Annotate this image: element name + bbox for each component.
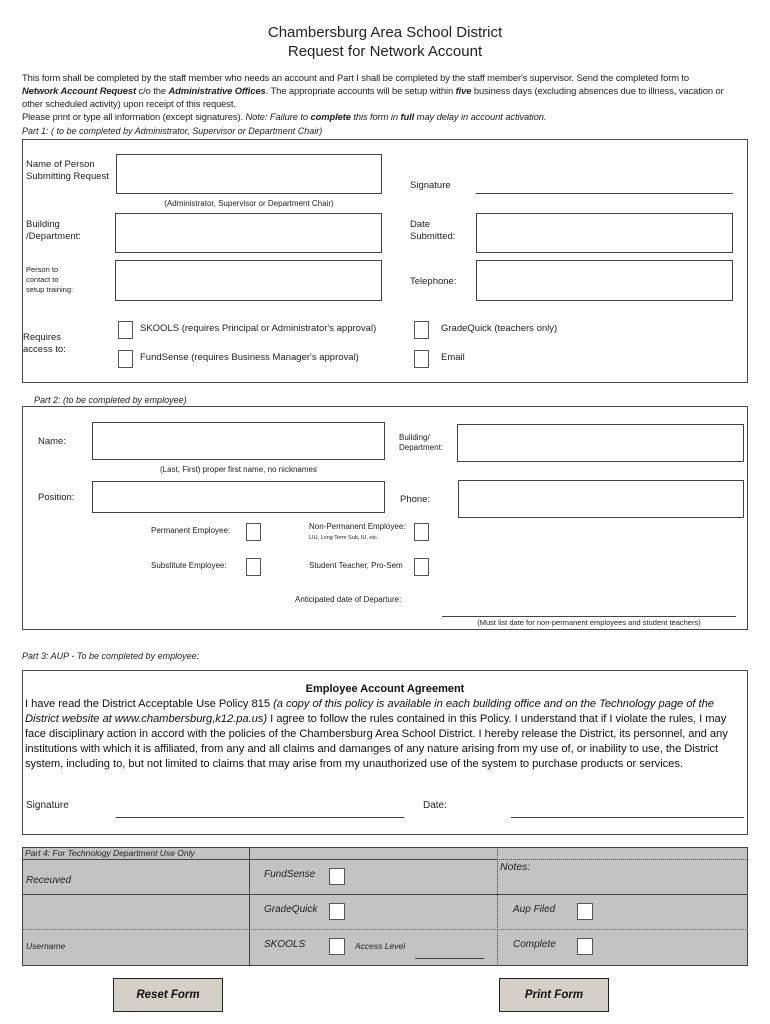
part3-label: Part 3: AUP - To be completed by employee:: [22, 651, 200, 661]
received-label: Receuved: [26, 875, 72, 886]
username-label: Username: [26, 941, 66, 951]
nonpermanent-employee-checkbox[interactable]: [414, 523, 429, 541]
fundsense-label: FundSense (requires Business Manager's approval): [140, 352, 359, 363]
complete-checkbox[interactable]: [577, 938, 593, 955]
fundsense-checkbox[interactable]: [118, 350, 133, 368]
date-submitted-input[interactable]: [476, 213, 733, 253]
email-checkbox[interactable]: [414, 350, 429, 368]
substitute-employee-checkbox[interactable]: [246, 558, 261, 576]
access-level-line[interactable]: [415, 958, 484, 959]
phone-label: Phone:: [400, 494, 431, 505]
access-level-label: Access Level: [355, 941, 406, 951]
part1-label: Part 1: ( to be completed by Administrator, Supervisor or Department Chair): [22, 126, 323, 136]
date-submitted-label: Date Submitted:: [410, 219, 456, 242]
employee-name-label: Name:: [38, 436, 66, 447]
part1-building-input[interactable]: [115, 213, 382, 253]
departure-date-hint: (Must list date for non-permanent employees and student teachers): [477, 618, 701, 627]
employee-building-input[interactable]: [457, 424, 744, 462]
part4-header-divider: [22, 859, 496, 860]
part4-col-divider-2: [497, 847, 498, 966]
departure-date-line[interactable]: [442, 616, 736, 617]
part4-col-divider-1: [249, 847, 250, 966]
skools-tech-checkbox[interactable]: [329, 938, 345, 955]
position-input[interactable]: [92, 481, 385, 513]
employee-building-label: Building/ Department:: [399, 433, 444, 452]
gradequick-tech-label: GradeQuick: [264, 904, 318, 915]
part1-name-label: Name of Person Submitting Request: [26, 159, 109, 182]
print-form-button[interactable]: Print Form: [499, 978, 609, 1012]
intro-line-3: other scheduled activity) upon receipt of this request.: [22, 98, 236, 109]
aup-filed-label: Aup Filed: [513, 904, 556, 915]
org-title: Chambersburg Area School District: [267, 24, 503, 41]
reset-form-button[interactable]: Reset Form: [113, 978, 223, 1012]
contact-person-input[interactable]: [115, 260, 382, 301]
fundsense-tech-checkbox[interactable]: [329, 868, 345, 885]
aup-filed-checkbox[interactable]: [577, 903, 593, 920]
gradequick-checkbox[interactable]: [414, 321, 429, 339]
agreement-signature-line[interactable]: [116, 817, 404, 818]
complete-label: Complete: [513, 939, 556, 950]
permanent-employee-label: Permanent Employee:: [151, 526, 231, 535]
telephone-input[interactable]: [476, 260, 733, 301]
part4-header-divider-right: [496, 859, 748, 860]
employee-name-input[interactable]: [92, 422, 385, 460]
requires-access-label: Requires access to:: [23, 332, 66, 355]
substitute-employee-label: Substitute Employee:: [151, 561, 227, 570]
telephone-label: Telephone:: [410, 276, 457, 287]
part4-row-divider-2: [22, 929, 748, 930]
gradequick-tech-checkbox[interactable]: [329, 903, 345, 920]
position-label: Position:: [38, 492, 75, 503]
intro-line-1: This form shall be completed by the staff member who needs an account and Part I shall be completed by the staff member's supervisor. Send the completed form to: [22, 72, 690, 83]
contact-person-label: Person to contact to setup training:: [26, 265, 74, 294]
part4-label: Part 4: For Technology Department Use Only: [25, 848, 195, 858]
gradequick-label: GradeQuick (teachers only): [441, 323, 558, 334]
part1-signature-label: Signature: [410, 180, 451, 191]
form-title: Request for Network Account: [287, 43, 483, 60]
part1-building-label: Building /Department:: [26, 219, 81, 242]
fundsense-tech-label: FundSense: [264, 869, 316, 880]
agreement-date-label: Date:: [423, 800, 447, 811]
intro-line-4: Please print or type all information (except signatures). Note: Failure to complete this form in full may delay in account activation.: [22, 111, 547, 122]
intro-line-2: Network Account Request c/o the Administrative Offices. The appropriate accounts will be setup within five business days (excluding absences due to illness, vacation or: [22, 85, 724, 96]
nonpermanent-employee-label: Non-Permanent Employee:: [309, 522, 406, 531]
submitter-name-hint: (Administrator, Supervisor or Department Chair): [164, 199, 334, 208]
skools-tech-label: SKOOLS: [264, 939, 306, 950]
phone-input[interactable]: [458, 480, 744, 518]
student-teacher-checkbox[interactable]: [414, 558, 429, 576]
skools-label: SKOOLS (requires Principal or Administrator's approval): [140, 323, 377, 334]
part2-label: Part 2: (to be completed by employee): [34, 395, 187, 405]
skools-checkbox[interactable]: [118, 321, 133, 339]
notes-label: Notes:: [500, 861, 531, 873]
email-label: Email: [441, 352, 465, 363]
submitter-name-input[interactable]: [116, 154, 382, 194]
student-teacher-label: Student Teacher, Pro-Sem: [309, 561, 403, 570]
part1-signature-line[interactable]: [476, 193, 733, 194]
employee-name-hint: (Last, First) proper first name, no nicknames: [160, 465, 317, 474]
permanent-employee-checkbox[interactable]: [246, 523, 261, 541]
part4-row-divider-1: [22, 894, 748, 895]
agreement-signature-label: Signature: [26, 800, 69, 811]
agreement-title: Employee Account Agreement: [305, 683, 465, 695]
departure-date-label: Anticipated date of Departure:: [295, 595, 402, 604]
nonpermanent-employee-sub: LIU, Long Term Sub, IU, etc.: [309, 535, 379, 541]
agreement-text: I have read the District Acceptable Use Policy 815 (a copy of this policy is available in each building office and on the Technology page of the District website at www.chambersburg,k12.pa.us) I agree to follow the rules contained in this Policy. I understand that if I violate the rules, I may face disciplinary action in accord with the policies of the Chambersburg Area School District. I hereby release the District, its personnel, and any institutions with which it is affiliated, from any and all claims and damanges of any nature arising from my use of, or inability to use, the District system, including to, but not limited to claims that may arise from my unauthorized use of the system to purchase products or services.: [25, 698, 728, 770]
intro-text: [22, 71, 752, 123]
agreement-date-line[interactable]: [511, 817, 744, 818]
